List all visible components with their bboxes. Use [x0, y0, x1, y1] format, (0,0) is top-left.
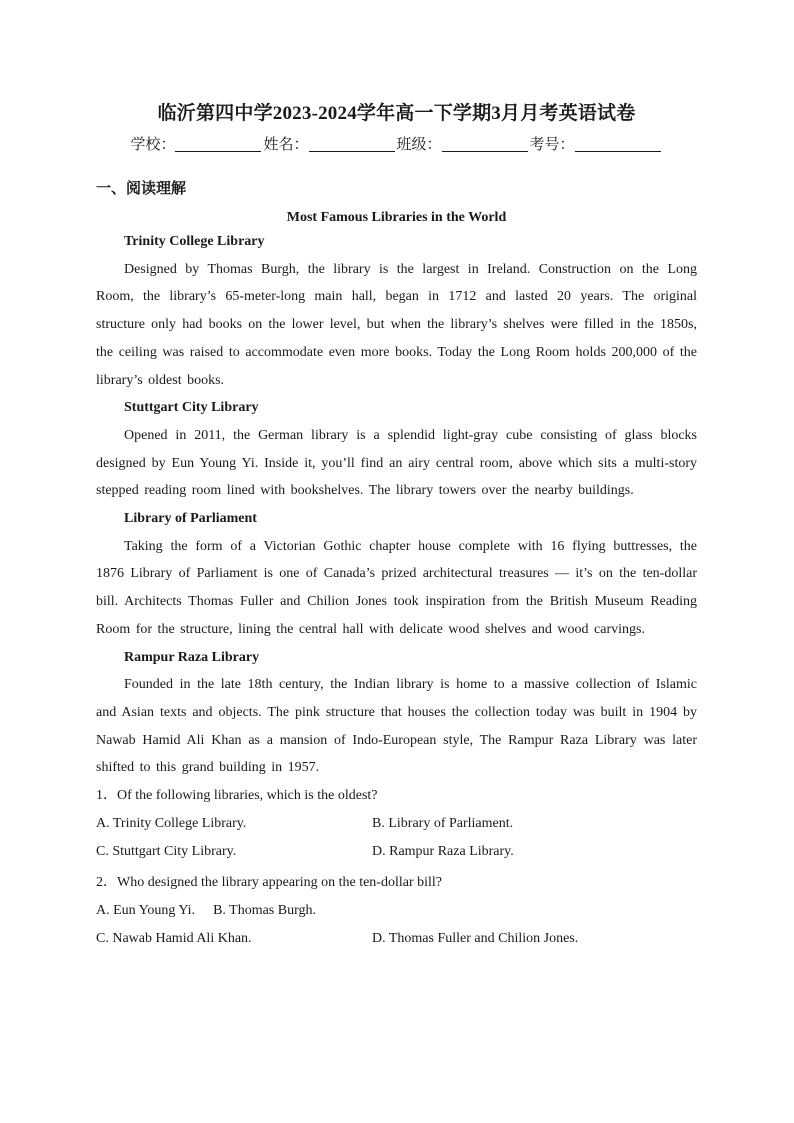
- school-label: 学校：: [130, 137, 176, 153]
- passage-subheading: Trinity College Library: [124, 234, 265, 249]
- option-c[interactable]: C. Stuttgart City Library.: [96, 844, 237, 860]
- name-label: 姓名：: [263, 137, 309, 153]
- option-d[interactable]: D. Rampur Raza Library.: [372, 844, 514, 860]
- exam-number-blank[interactable]: [575, 137, 661, 152]
- question-text: Of the following libraries, which is the oldest?: [117, 788, 378, 804]
- passage-paragraph: Taking the form of a Victorian Gothic chapter house complete with 16 flying buttresses, the 1876 Library of Parliament is one of Canada’s prized architectural treasures — it’s on the ten-dollar bill. Architects Thomas Fuller and Chilion Jones took inspiration from the British Museum Reading Room for the structure, lining the central hall with delicate wood shelves and wood carvings.: [96, 538, 697, 637]
- class-label: 班级：: [396, 137, 442, 153]
- name-blank[interactable]: [309, 137, 395, 152]
- question-number: 1．: [96, 788, 117, 804]
- question-2-options-row-1: [96, 897, 697, 925]
- passage-subheading: Library of Parliament: [124, 511, 257, 527]
- passage-title: Most Famous Libraries in the World: [286, 210, 507, 225]
- question-2-options-row-2: [96, 925, 697, 953]
- student-info-line: [96, 134, 697, 156]
- question-1: [96, 782, 697, 810]
- option-c[interactable]: C. Nawab Hamid Ali Khan.: [96, 931, 252, 947]
- option-d[interactable]: D. Thomas Fuller and Chilion Jones.: [372, 931, 579, 947]
- passage-subheading: Rampur Raza Library: [124, 649, 260, 665]
- section-heading: 一、阅读理解: [96, 181, 187, 197]
- option-a[interactable]: A. Trinity College Library.: [96, 816, 247, 832]
- exam-title: 临沂第四中学2023-2024学年高一下学期3月月考英语试卷: [157, 103, 636, 124]
- question-text: Who designed the library appearing on the ten-dollar bill?: [117, 875, 443, 891]
- passage-paragraph: Designed by Thomas Burgh, the library is the largest in Ireland. Construction on the Long Room, the library’s 65-meter-long main hall, began in 1712 and lasted 20 years. The original structure only had books on the lower level, but when the library’s shelves were filled in the 1850s, the ceiling was raised to accommodate even more books. Today the Long Room holds 200,000 of the library’s oldest books.: [96, 261, 697, 388]
- option-b[interactable]: B. Library of Parliament.: [372, 816, 514, 832]
- school-blank[interactable]: [175, 137, 261, 152]
- question-1-options-row-2: [96, 838, 697, 866]
- passage-paragraph: Opened in 2011, the German library is a splendid light-gray cube consisting of glass blocks designed by Eun Young Yi. Inside it, you’ll find an airy central room, above which sits a multi-story stepped reading room lined with bookshelves. The library towers over the nearby buildings.: [96, 427, 697, 499]
- exam-page: [96, 100, 697, 953]
- passage-subheading: Stuttgart City Library: [124, 400, 259, 416]
- passage-paragraph: Founded in the late 18th century, the Indian library is home to a massive collection of Islamic and Asian texts and objects. The pink structure that houses the collection today was built in 1904 by Nawab Hamid Ali Khan as a mansion of Indo-European style, The Rampur Raza Library was later shifted to this grand building in 1957.: [96, 677, 697, 776]
- question-2: [96, 869, 697, 897]
- exam-number-label: 考号：: [529, 137, 575, 153]
- class-blank[interactable]: [442, 137, 528, 152]
- question-number: 2．: [96, 875, 117, 891]
- question-1-options-row-1: [96, 810, 697, 838]
- option-b[interactable]: B. Thomas Burgh.: [213, 903, 316, 919]
- option-a[interactable]: A. Eun Young Yi.: [96, 903, 196, 919]
